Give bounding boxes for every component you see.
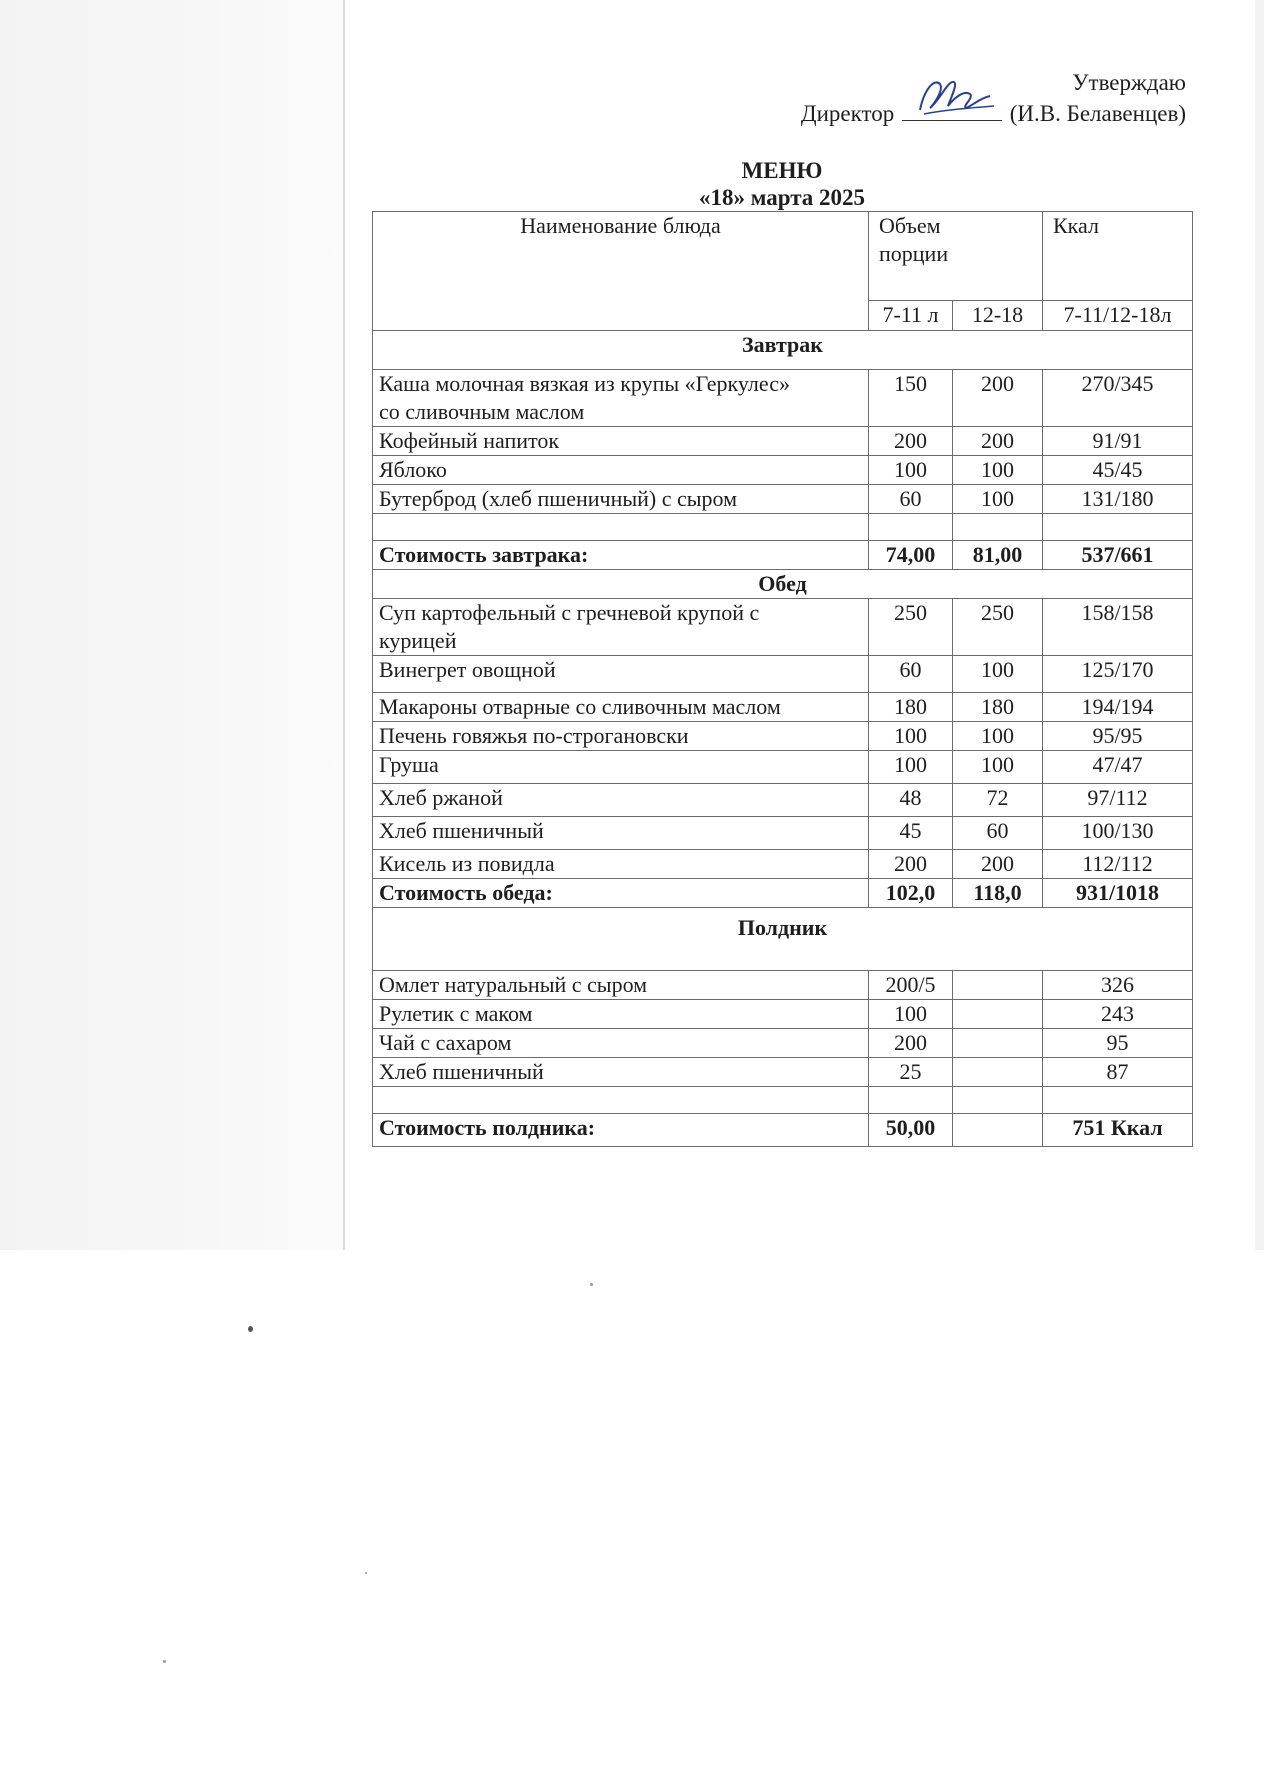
scan-speck: [163, 1660, 166, 1663]
portion-a: 25: [869, 1058, 953, 1087]
kcal: 194/194: [1043, 693, 1193, 722]
total-row-breakfast: [373, 541, 1193, 570]
header-dish-name: Наименование блюда: [373, 212, 869, 331]
portion-a: 200/5: [869, 971, 953, 1000]
dish-name-line1: Каша молочная вязкая из крупы «Геркулес»: [379, 371, 790, 396]
kcal: 125/170: [1043, 656, 1193, 693]
dish-name: Яблоко: [373, 456, 869, 485]
dish-name-line1: Суп картофельный с гречневой крупой с: [379, 600, 760, 625]
signature-line: [902, 98, 1002, 121]
table-row: [373, 817, 1193, 850]
section-row-breakfast: [373, 331, 1193, 370]
portion-a: 200: [869, 1029, 953, 1058]
portion-b: 200: [953, 850, 1043, 879]
table-row: [373, 784, 1193, 817]
table-row: [373, 1000, 1193, 1029]
kcal: 95: [1043, 1029, 1193, 1058]
portion-b: 200: [953, 427, 1043, 456]
portion-a: 100: [869, 1000, 953, 1029]
section-row-snack: [373, 908, 1193, 971]
table-row: [373, 485, 1193, 514]
scan-page-edge: [343, 0, 345, 1250]
table-row: [373, 722, 1193, 751]
dish-name: Винегрет овощной: [373, 656, 869, 693]
table-row: [373, 751, 1193, 784]
portion-b-empty: [953, 1000, 1043, 1029]
portion-a: 250: [869, 599, 953, 656]
approve-label: Утверждаю: [1072, 70, 1186, 95]
portion-b: 200: [953, 370, 1043, 427]
total-a: 50,00: [869, 1114, 953, 1147]
portion-b: 250: [953, 599, 1043, 656]
header-portion: [869, 212, 1043, 301]
total-label: Стоимость обеда:: [373, 879, 869, 908]
portion-b: 60: [953, 817, 1043, 850]
header-age-kcal: 7-11/12-18л: [1043, 301, 1193, 331]
portion-b: 180: [953, 693, 1043, 722]
dish-name: Хлеб пшеничный: [373, 817, 869, 850]
table-row: [373, 656, 1193, 693]
kcal: 47/47: [1043, 751, 1193, 784]
portion-b-empty: [953, 1058, 1043, 1087]
portion-a: 60: [869, 656, 953, 693]
kcal: 45/45: [1043, 456, 1193, 485]
portion-a: 45: [869, 817, 953, 850]
portion-b: 100: [953, 751, 1043, 784]
portion-a: 200: [869, 427, 953, 456]
kcal: 326: [1043, 971, 1193, 1000]
kcal: 97/112: [1043, 784, 1193, 817]
total-b: 81,00: [953, 541, 1043, 570]
director-label: Директор: [800, 101, 895, 126]
dish-name: Омлет натуральный с сыром: [373, 971, 869, 1000]
signature-icon: [914, 70, 996, 120]
total-label: Стоимость полдника:: [373, 1114, 869, 1147]
table-row: [373, 1029, 1193, 1058]
dish-name: Хлеб пшеничный: [373, 1058, 869, 1087]
total-kcal: 751 Ккал: [1043, 1114, 1193, 1147]
scan-right-edge: [1255, 0, 1264, 1250]
kcal: 131/180: [1043, 485, 1193, 514]
portion-b: 100: [953, 456, 1043, 485]
scan-speck: [248, 1326, 253, 1332]
dish-name: [373, 370, 869, 427]
table-row: [373, 971, 1193, 1000]
section-row-lunch: [373, 570, 1193, 599]
table-header-row: [373, 212, 1193, 301]
portion-b: 100: [953, 656, 1043, 693]
table-row: [373, 1058, 1193, 1087]
dish-name: Хлеб ржаной: [373, 784, 869, 817]
dish-name: Рулетик с маком: [373, 1000, 869, 1029]
dish-name: Кисель из повидла: [373, 850, 869, 879]
dish-name-line2: со сливочным маслом: [379, 399, 585, 424]
portion-a: 100: [869, 722, 953, 751]
header-kcal: Ккал: [1043, 212, 1193, 301]
scan-margin-shade: [0, 0, 345, 1250]
dish-name: [373, 599, 869, 656]
menu-table: [372, 211, 1193, 1147]
header-age-b: 12-18: [953, 301, 1043, 331]
dish-name: Кофейный напиток: [373, 427, 869, 456]
kcal: 95/95: [1043, 722, 1193, 751]
dish-name: Груша: [373, 751, 869, 784]
header-portion-line2: порции: [879, 241, 949, 266]
portion-b: 100: [953, 722, 1043, 751]
portion-a: 48: [869, 784, 953, 817]
total-row-snack: [373, 1114, 1193, 1147]
kcal: 112/112: [1043, 850, 1193, 879]
portion-b: 100: [953, 485, 1043, 514]
scan-speck: [365, 1572, 367, 1574]
total-row-lunch: [373, 879, 1193, 908]
total-a: 74,00: [869, 541, 953, 570]
total-a: 102,0: [869, 879, 953, 908]
portion-a: 60: [869, 485, 953, 514]
menu-date: «18» марта 2025: [698, 185, 866, 210]
portion-b-empty: [953, 1029, 1043, 1058]
kcal: 100/130: [1043, 817, 1193, 850]
portion-a: 200: [869, 850, 953, 879]
portion-a: 180: [869, 693, 953, 722]
dish-name: Бутерброд (хлеб пшеничный) с сыром: [373, 485, 869, 514]
dish-name-line2: курицей: [379, 628, 457, 653]
table-row: [373, 599, 1193, 656]
section-title: Обед: [373, 570, 1193, 599]
page-title: МЕНЮ: [741, 158, 823, 183]
table-row: [373, 693, 1193, 722]
total-label: Стоимость завтрака:: [373, 541, 869, 570]
header-age-a: 7-11 л: [869, 301, 953, 331]
portion-a: 150: [869, 370, 953, 427]
table-row: [373, 456, 1193, 485]
table-row: [373, 370, 1193, 427]
kcal: 270/345: [1043, 370, 1193, 427]
total-kcal: 931/1018: [1043, 879, 1193, 908]
kcal: 243: [1043, 1000, 1193, 1029]
empty-row: [373, 1087, 1193, 1114]
portion-b-empty: [953, 971, 1043, 1000]
total-b: 118,0: [953, 879, 1043, 908]
kcal: 91/91: [1043, 427, 1193, 456]
empty-row: [373, 514, 1193, 541]
kcal: 87: [1043, 1058, 1193, 1087]
section-title: Полдник: [373, 908, 1193, 971]
section-title: Завтрак: [373, 331, 1193, 370]
total-kcal: 537/661: [1043, 541, 1193, 570]
approval-block: [801, 68, 1186, 129]
table-row: [373, 850, 1193, 879]
director-name: (И.В. Белавенцев): [1009, 101, 1186, 126]
scan-speck: [590, 1283, 593, 1286]
dish-name: Печень говяжья по-строгановски: [373, 722, 869, 751]
portion-a: 100: [869, 751, 953, 784]
kcal: 158/158: [1043, 599, 1193, 656]
dish-name: Макароны отварные со сливочным маслом: [373, 693, 869, 722]
portion-a: 100: [869, 456, 953, 485]
portion-b: 72: [953, 784, 1043, 817]
dish-name: Чай с сахаром: [373, 1029, 869, 1058]
total-b-empty: [953, 1114, 1043, 1147]
header-portion-line1: Объем: [879, 213, 941, 238]
director-line: [801, 98, 1186, 129]
table-row: [373, 427, 1193, 456]
